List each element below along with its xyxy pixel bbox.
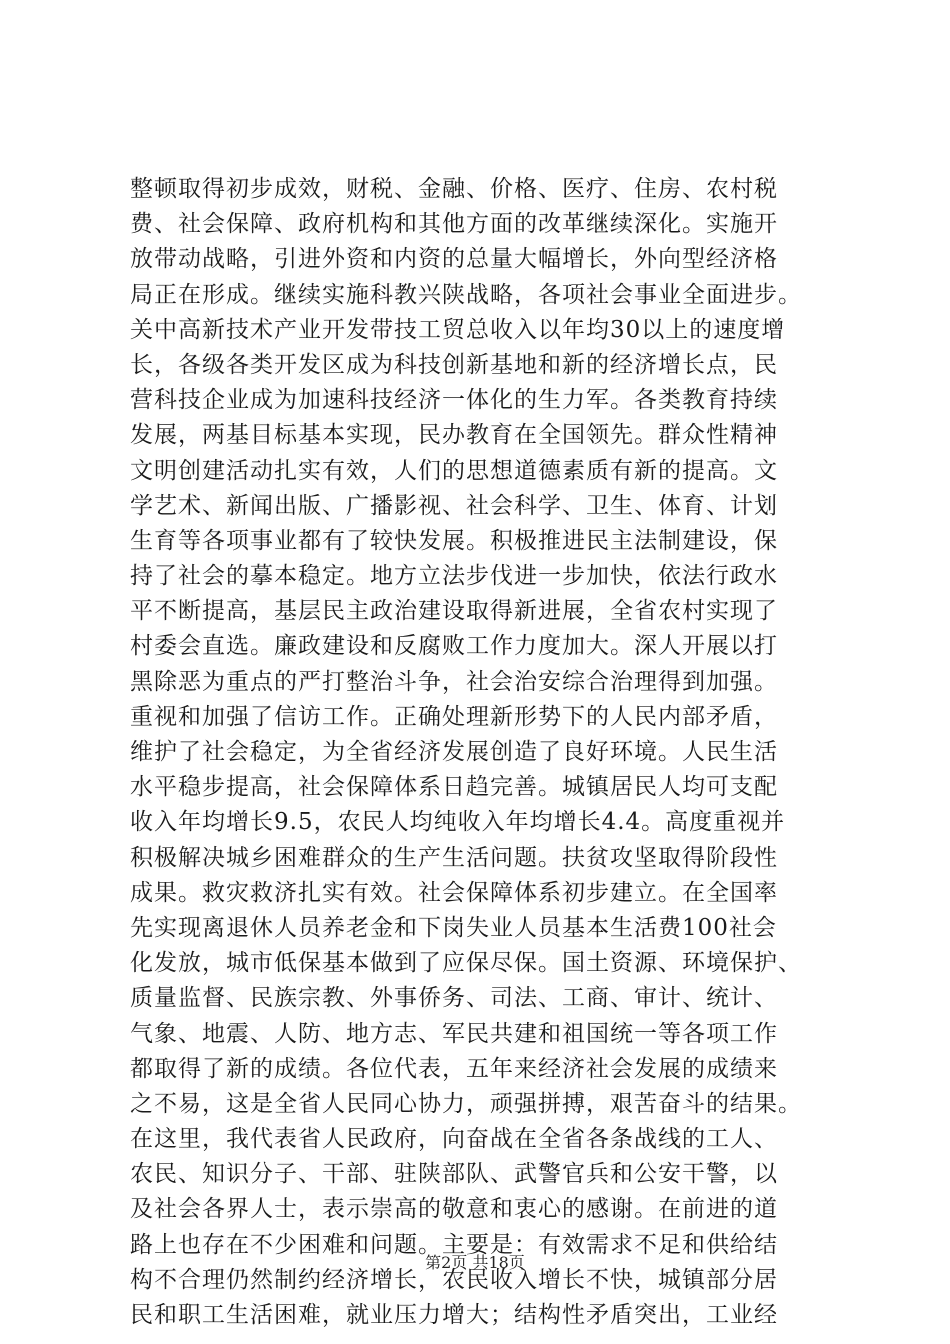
- text-line: 营科技企业成为加速科技经济一体化的生力军。各类教育持续: [130, 387, 778, 414]
- text-line: 水平稳步提高，社会保障体系日趋完善。城镇居民人均可支配: [130, 774, 778, 801]
- text-line: 持了社会的摹本稳定。地方立法步伐进一步加快，依法行政水: [130, 563, 778, 590]
- text-line: 构不合理仍然制约经济增长，农民收入增长不快，城镇部分居: [130, 1266, 778, 1293]
- text-line: 积极解决城乡困难群众的生产生活问题。扶贫攻坚取得阶段性: [130, 844, 778, 871]
- text-line: 之不易，这是全省人民同心协力，顽强拼搏，艰苦奋斗的结果。: [130, 1090, 802, 1117]
- text-line: 整顿取得初步成效，财税、金融、价格、医疗、住房、农村税: [130, 176, 778, 202]
- text-line: 在这里，我代表省人民政府，向奋战在全省各条战线的工人、: [130, 1126, 778, 1153]
- text-line: 化发放，城市低保基本做到了应保尽保。国土资源、环境保护、: [130, 950, 802, 977]
- text-line: 路上也存在不少困难和问题。主要是：有效需求不足和供给结: [130, 1231, 778, 1258]
- text-line: 文明创建活动扎实有效，人们的思想道德素质有新的提高。文: [130, 457, 778, 484]
- text-line: 关中高新技术产业开发带技工贸总收入以年均30以上的速度增: [130, 316, 786, 343]
- text-line: 生育等各项事业都有了较快发展。积极推进民主法制建设，保: [130, 527, 778, 554]
- text-line: 发展，两基目标基本实现，民办教育在全国领先。群众性精神: [130, 422, 778, 449]
- text-line: 黑除恶为重点的严打整治斗争，社会治安综合治理得到加强。: [130, 668, 778, 695]
- text-line: 气象、地震、人防、地方志、军民共建和祖国统一等各项工作: [130, 1020, 778, 1047]
- text-line: 及社会各界人士，表示崇高的敬意和衷心的感谢。在前进的道: [130, 1196, 778, 1223]
- text-line: 先实现离退休人员养老金和下岗失业人员基本生活费100社会: [130, 914, 777, 941]
- text-line: 重视和加强了信访工作。正确处理新形势下的人民内部矛盾，: [130, 703, 778, 730]
- text-line: 都取得了新的成绩。各位代表，五年来经济社会发展的成绩来: [130, 1055, 778, 1082]
- text-line: 局正在形成。继续实施科教兴陕战略，各项社会事业全面进步。: [130, 281, 802, 308]
- body-text: [130, 172, 850, 1333]
- text-line: 放带动战略，引进外资和内资的总量大幅增长，外向型经济格: [130, 246, 778, 273]
- text-line: 费、社会保障、政府机构和其他方面的改革继续深化。实施开: [130, 211, 778, 238]
- text-line: 维护了社会稳定，为全省经济发展创造了良好环境。人民生活: [130, 739, 778, 765]
- text-line: 民和职工生活困难，就业压力增大；结构性矛盾突出，工业经: [130, 1302, 778, 1328]
- page-footer: 第2页 共18页: [425, 1253, 525, 1272]
- text-line: 成果。救灾救济扎实有效。社会保障体系初步建立。在全国率: [130, 879, 778, 906]
- text-line: 长，各级各类开发区成为科技创新基地和新的经济增长点，民: [130, 351, 778, 378]
- text-line: 平不断提高，基层民主政治建设取得新进展，全省农村实现了: [130, 598, 778, 625]
- text-line: 学艺术、新闻出版、广播影视、社会科学、卫生、体育、计划: [130, 492, 778, 519]
- text-line: 收入年均增长9.5，农民人均纯收入年均增长4.4。高度重视并: [130, 809, 786, 836]
- text-line: 质量监督、民族宗教、外事侨务、司法、工商、审计、统计、: [130, 985, 778, 1012]
- text-line: 村委会直选。廉政建设和反腐败工作力度加大。深人开展以打: [130, 633, 778, 660]
- text-line: 农民、知识分子、干部、驻陕部队、武警官兵和公安干警，以: [130, 1161, 778, 1188]
